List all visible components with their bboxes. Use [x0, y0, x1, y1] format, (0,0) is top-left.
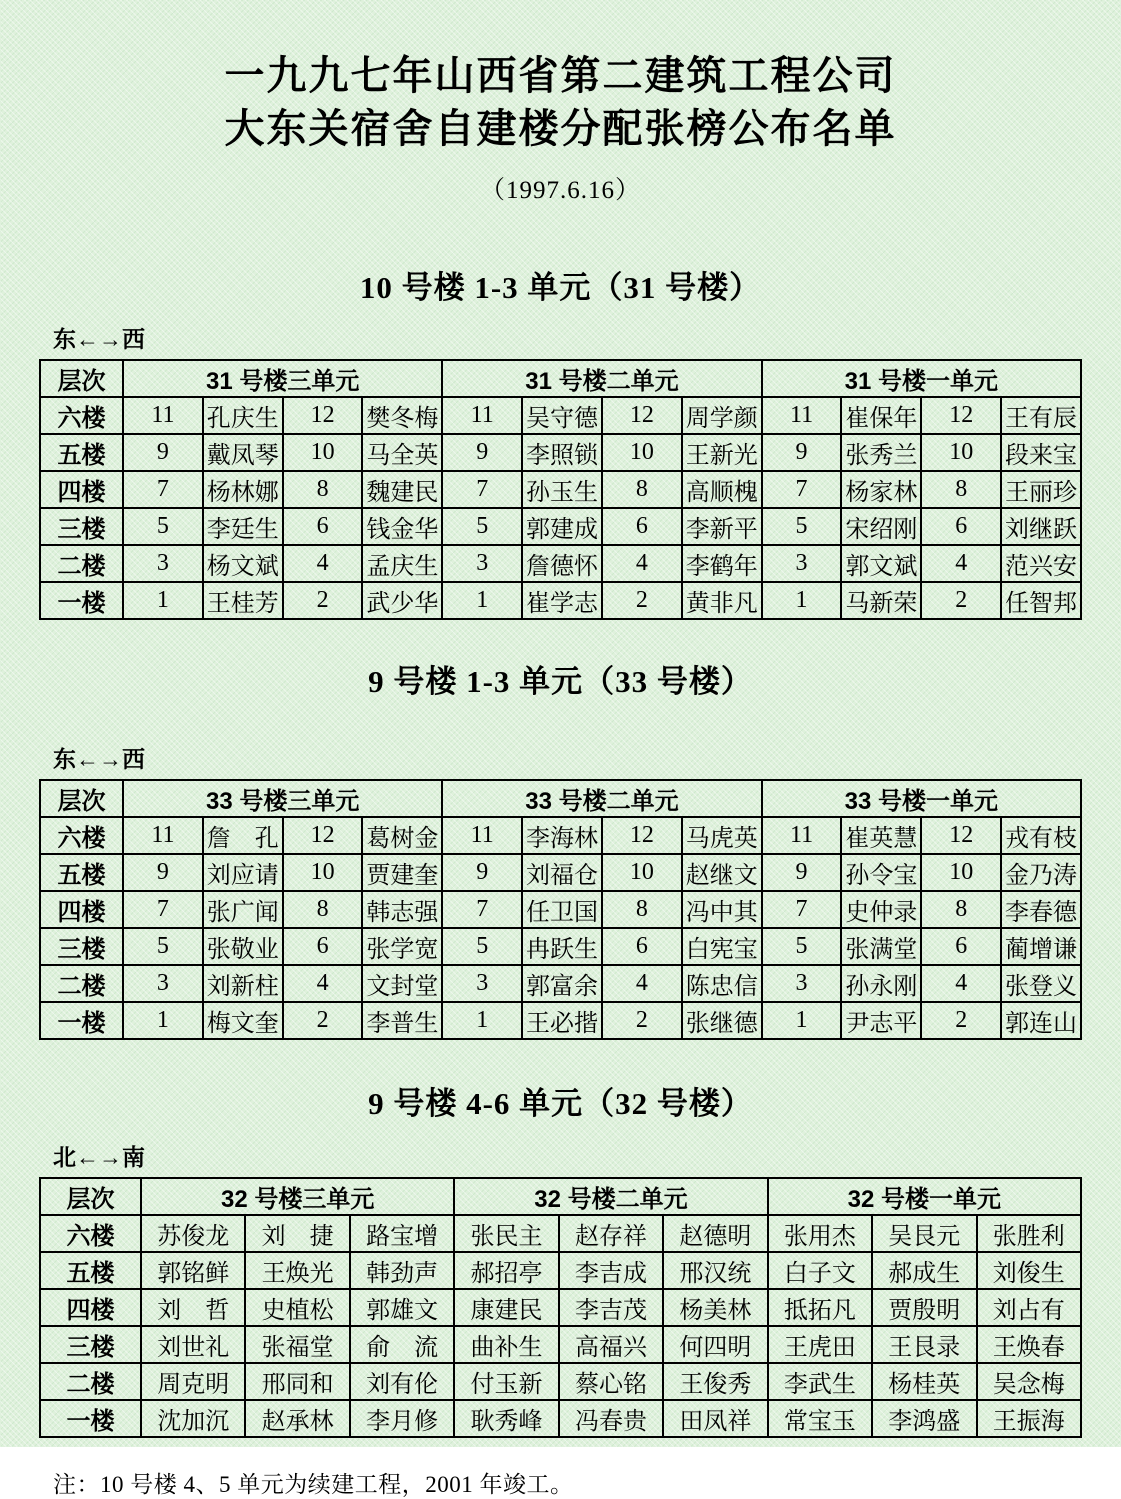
name-cell: 李新平: [682, 508, 762, 545]
floor-label-cell: 五楼: [40, 434, 123, 471]
room-number-cell: 2: [921, 1002, 1001, 1039]
name-cell: 康建民: [454, 1289, 558, 1326]
room-number-cell: 3: [442, 965, 522, 1002]
name-cell: 郝成生: [872, 1252, 976, 1289]
room-number-cell: 12: [921, 397, 1001, 434]
section-heading: 9 号楼 4-6 单元（32 号楼）: [368, 1085, 753, 1121]
room-number-cell: 9: [762, 434, 842, 471]
name-cell: 抵拓凡: [768, 1289, 872, 1326]
unit-header-cell: 32 号楼二单元: [454, 1178, 767, 1215]
room-number-cell: 11: [762, 397, 842, 434]
name-cell: 杨家林: [841, 471, 921, 508]
table-row: [40, 928, 1081, 965]
name-cell: 梅文奎: [203, 1002, 283, 1039]
table-row: [40, 1326, 1081, 1363]
table-header-row: [40, 780, 1081, 817]
name-cell: 苏俊龙: [141, 1215, 245, 1252]
name-cell: 王振海: [977, 1400, 1082, 1437]
room-number-cell: 6: [921, 508, 1001, 545]
room-number-cell: 5: [762, 928, 842, 965]
room-number-cell: 7: [123, 471, 203, 508]
name-cell: 贾殷明: [872, 1289, 976, 1326]
room-number-cell: 9: [123, 434, 203, 471]
floor-label-cell: 二楼: [40, 545, 123, 582]
name-cell: 耿秀峰: [454, 1400, 558, 1437]
name-cell: 樊冬梅: [362, 397, 442, 434]
name-cell: 刘继跃: [1001, 508, 1081, 545]
name-cell: 马新荣: [841, 582, 921, 619]
room-number-cell: 1: [762, 1002, 842, 1039]
room-number-cell: 10: [602, 434, 682, 471]
name-cell: 刘 哲: [141, 1289, 245, 1326]
title-line-2: 大东关宿舍自建楼分配张榜公布名单: [224, 106, 897, 151]
table-row: [40, 545, 1081, 582]
room-number-cell: 9: [123, 854, 203, 891]
name-cell: 李吉茂: [559, 1289, 663, 1326]
name-cell: 邢汉统: [663, 1252, 767, 1289]
floor-label-cell: 二楼: [40, 1363, 141, 1400]
name-cell: 赵承林: [245, 1400, 349, 1437]
name-cell: 刘占有: [977, 1289, 1082, 1326]
name-cell: 郝招亭: [454, 1252, 558, 1289]
name-cell: 崔英慧: [841, 817, 921, 854]
name-cell: 赵存祥: [559, 1215, 663, 1252]
name-cell: 李月修: [350, 1400, 454, 1437]
room-number-cell: 3: [762, 545, 842, 582]
table-header-row: [40, 1178, 1081, 1215]
table-row: [40, 817, 1081, 854]
name-cell: 张民主: [454, 1215, 558, 1252]
name-cell: 郭铭鲜: [141, 1252, 245, 1289]
allocation-table-32: [39, 1177, 1082, 1438]
table-row: [40, 582, 1081, 619]
allocation-table-31: [39, 359, 1082, 620]
room-number-cell: 10: [283, 854, 363, 891]
name-cell: 崔学志: [522, 582, 602, 619]
table-row: [40, 1289, 1081, 1326]
room-number-cell: 6: [283, 508, 363, 545]
name-cell: 刘俊生: [977, 1252, 1082, 1289]
name-cell: 白子文: [768, 1252, 872, 1289]
name-cell: 孙玉生: [522, 471, 602, 508]
name-cell: 刘世礼: [141, 1326, 245, 1363]
table-row: [40, 965, 1081, 1002]
name-cell: 王有辰: [1001, 397, 1081, 434]
room-number-cell: 5: [762, 508, 842, 545]
room-number-cell: 4: [283, 965, 363, 1002]
name-cell: 白宪宝: [682, 928, 762, 965]
room-number-cell: 10: [602, 854, 682, 891]
name-cell: 张秀兰: [841, 434, 921, 471]
name-cell: 李春德: [1001, 891, 1081, 928]
unit-header-cell: 32 号楼一单元: [768, 1178, 1081, 1215]
name-cell: 李海林: [522, 817, 602, 854]
name-cell: 张满堂: [841, 928, 921, 965]
room-number-cell: 8: [921, 471, 1001, 508]
name-cell: 俞 流: [350, 1326, 454, 1363]
name-cell: 范兴安: [1001, 545, 1081, 582]
name-cell: 常宝玉: [768, 1400, 872, 1437]
name-cell: 孙永刚: [841, 965, 921, 1002]
name-cell: 赵德明: [663, 1215, 767, 1252]
unit-header-cell: 31 号楼三单元: [123, 360, 442, 397]
room-number-cell: 4: [921, 545, 1001, 582]
room-number-cell: 7: [123, 891, 203, 928]
room-number-cell: 10: [921, 434, 1001, 471]
name-cell: 蔺增谦: [1001, 928, 1081, 965]
name-cell: 李吉成: [559, 1252, 663, 1289]
table-row: [40, 891, 1081, 928]
name-cell: 高福兴: [559, 1326, 663, 1363]
name-cell: 张胜利: [977, 1215, 1082, 1252]
allocation-table-33: [39, 779, 1082, 1040]
name-cell: 王艮录: [872, 1326, 976, 1363]
name-cell: 杨桂英: [872, 1363, 976, 1400]
document-date: （1997.6.16）: [479, 176, 641, 204]
name-cell: 路宝增: [350, 1215, 454, 1252]
name-cell: 孙令宝: [841, 854, 921, 891]
room-number-cell: 3: [762, 965, 842, 1002]
section-building-32: [39, 1078, 1082, 1438]
floor-label-cell: 二楼: [40, 965, 123, 1002]
room-number-cell: 8: [602, 471, 682, 508]
name-cell: 王俊秀: [663, 1363, 767, 1400]
room-number-cell: 11: [123, 817, 203, 854]
direction-label: 北←→南: [53, 1143, 145, 1170]
name-cell: 金乃涛: [1001, 854, 1081, 891]
name-cell: 孟庆生: [362, 545, 442, 582]
name-cell: 蔡心铭: [559, 1363, 663, 1400]
name-cell: 杨文斌: [203, 545, 283, 582]
room-number-cell: 2: [921, 582, 1001, 619]
name-cell: 王虎田: [768, 1326, 872, 1363]
layer-header-cell: 层次: [40, 1178, 141, 1215]
room-number-cell: 5: [442, 928, 522, 965]
name-cell: 田凤祥: [663, 1400, 767, 1437]
name-cell: 任卫国: [522, 891, 602, 928]
room-number-cell: 6: [283, 928, 363, 965]
floor-label-cell: 三楼: [40, 928, 123, 965]
floor-label-cell: 一楼: [40, 582, 123, 619]
floor-label-cell: 三楼: [40, 1326, 141, 1363]
name-cell: 王焕春: [977, 1326, 1082, 1363]
name-cell: 李廷生: [203, 508, 283, 545]
floor-label-cell: 六楼: [40, 397, 123, 434]
floor-label-cell: 一楼: [40, 1002, 123, 1039]
direction-label: 东←→西: [53, 325, 145, 352]
table-header-row: [40, 360, 1081, 397]
table-row: [40, 434, 1081, 471]
name-cell: 李武生: [768, 1363, 872, 1400]
name-cell: 詹德怀: [522, 545, 602, 582]
unit-header-cell: 31 号楼二单元: [442, 360, 761, 397]
floor-label-cell: 五楼: [40, 1252, 141, 1289]
name-cell: 张登义: [1001, 965, 1081, 1002]
name-cell: 孔庆生: [203, 397, 283, 434]
name-cell: 何四明: [663, 1326, 767, 1363]
name-cell: 张福堂: [245, 1326, 349, 1363]
room-number-cell: 3: [123, 965, 203, 1002]
footnote: 注：10 号楼 4、5 单元为续建工程，2001 年竣工。: [53, 1471, 574, 1497]
room-number-cell: 11: [123, 397, 203, 434]
name-cell: 郭雄文: [350, 1289, 454, 1326]
room-number-cell: 9: [442, 854, 522, 891]
room-number-cell: 4: [602, 545, 682, 582]
name-cell: 李鹤年: [682, 545, 762, 582]
room-number-cell: 8: [921, 891, 1001, 928]
name-cell: 郭连山: [1001, 1002, 1081, 1039]
room-number-cell: 8: [602, 891, 682, 928]
name-cell: 吴艮元: [872, 1215, 976, 1252]
title-line-1: 一九九七年山西省第二建筑工程公司: [224, 54, 897, 98]
room-number-cell: 11: [442, 397, 522, 434]
name-cell: 王焕光: [245, 1252, 349, 1289]
name-cell: 魏建民: [362, 471, 442, 508]
floor-label-cell: 四楼: [40, 1289, 141, 1326]
name-cell: 宋绍刚: [841, 508, 921, 545]
name-cell: 陈忠信: [682, 965, 762, 1002]
unit-header-cell: 33 号楼二单元: [442, 780, 761, 817]
floor-label-cell: 四楼: [40, 891, 123, 928]
name-cell: 赵继文: [682, 854, 762, 891]
unit-header-cell: 33 号楼一单元: [762, 780, 1081, 817]
name-cell: 崔保年: [841, 397, 921, 434]
floor-label-cell: 四楼: [40, 471, 123, 508]
room-number-cell: 1: [762, 582, 842, 619]
room-number-cell: 8: [283, 471, 363, 508]
name-cell: 吴守德: [522, 397, 602, 434]
room-number-cell: 7: [442, 471, 522, 508]
table-row: [40, 397, 1081, 434]
room-number-cell: 5: [442, 508, 522, 545]
name-cell: 刘福仓: [522, 854, 602, 891]
name-cell: 贾建奎: [362, 854, 442, 891]
unit-header-cell: 33 号楼三单元: [123, 780, 442, 817]
name-cell: 武少华: [362, 582, 442, 619]
floor-label-cell: 三楼: [40, 508, 123, 545]
section-heading: 10 号楼 1-3 单元（31 号楼）: [359, 269, 762, 305]
layer-header-cell: 层次: [40, 360, 123, 397]
name-cell: 刘新柱: [203, 965, 283, 1002]
room-number-cell: 4: [602, 965, 682, 1002]
table-row: [40, 1363, 1081, 1400]
floor-label-cell: 六楼: [40, 1215, 141, 1252]
layer-header-cell: 层次: [40, 780, 123, 817]
room-number-cell: 2: [283, 1002, 363, 1039]
name-cell: 王新光: [682, 434, 762, 471]
room-number-cell: 1: [123, 1002, 203, 1039]
room-number-cell: 7: [762, 891, 842, 928]
name-cell: 刘 捷: [245, 1215, 349, 1252]
name-cell: 黄非凡: [682, 582, 762, 619]
document-title: [39, 50, 1082, 156]
name-cell: 张用杰: [768, 1215, 872, 1252]
name-cell: 邢同和: [245, 1363, 349, 1400]
table-row: [40, 508, 1081, 545]
name-cell: 文封堂: [362, 965, 442, 1002]
name-cell: 郭文斌: [841, 545, 921, 582]
section-building-33: [39, 656, 1082, 1040]
room-number-cell: 6: [602, 508, 682, 545]
table-row: [40, 1002, 1081, 1039]
room-number-cell: 6: [602, 928, 682, 965]
name-cell: 张敬业: [203, 928, 283, 965]
room-number-cell: 12: [283, 817, 363, 854]
name-cell: 尹志平: [841, 1002, 921, 1039]
table-row: [40, 1252, 1081, 1289]
name-cell: 戎有枝: [1001, 817, 1081, 854]
room-number-cell: 2: [602, 1002, 682, 1039]
direction-label: 东←→西: [53, 745, 145, 772]
name-cell: 郭建成: [522, 508, 602, 545]
table-row: [40, 854, 1081, 891]
name-cell: 韩劲声: [350, 1252, 454, 1289]
name-cell: 周学颜: [682, 397, 762, 434]
room-number-cell: 12: [921, 817, 1001, 854]
room-number-cell: 1: [123, 582, 203, 619]
room-number-cell: 1: [442, 1002, 522, 1039]
room-number-cell: 1: [442, 582, 522, 619]
room-number-cell: 11: [442, 817, 522, 854]
table-row: [40, 471, 1081, 508]
room-number-cell: 11: [762, 817, 842, 854]
name-cell: 郭富余: [522, 965, 602, 1002]
name-cell: 李照锁: [522, 434, 602, 471]
name-cell: 周克明: [141, 1363, 245, 1400]
name-cell: 詹 孔: [203, 817, 283, 854]
name-cell: 李鸿盛: [872, 1400, 976, 1437]
room-number-cell: 5: [123, 928, 203, 965]
room-number-cell: 7: [762, 471, 842, 508]
room-number-cell: 9: [762, 854, 842, 891]
room-number-cell: 10: [283, 434, 363, 471]
name-cell: 王必揩: [522, 1002, 602, 1039]
room-number-cell: 3: [123, 545, 203, 582]
name-cell: 任智邦: [1001, 582, 1081, 619]
name-cell: 韩志强: [362, 891, 442, 928]
room-number-cell: 9: [442, 434, 522, 471]
name-cell: 段来宝: [1001, 434, 1081, 471]
table-row: [40, 1215, 1081, 1252]
room-number-cell: 8: [283, 891, 363, 928]
name-cell: 沈加沉: [141, 1400, 245, 1437]
name-cell: 钱金华: [362, 508, 442, 545]
name-cell: 马虎英: [682, 817, 762, 854]
name-cell: 冯中其: [682, 891, 762, 928]
name-cell: 王桂芳: [203, 582, 283, 619]
room-number-cell: 12: [602, 817, 682, 854]
room-number-cell: 4: [283, 545, 363, 582]
room-number-cell: 12: [283, 397, 363, 434]
room-number-cell: 2: [602, 582, 682, 619]
name-cell: 张继德: [682, 1002, 762, 1039]
name-cell: 吴念梅: [977, 1363, 1082, 1400]
room-number-cell: 2: [283, 582, 363, 619]
room-number-cell: 4: [921, 965, 1001, 1002]
name-cell: 李普生: [362, 1002, 442, 1039]
name-cell: 戴凤琴: [203, 434, 283, 471]
room-number-cell: 6: [921, 928, 1001, 965]
name-cell: 史植松: [245, 1289, 349, 1326]
floor-label-cell: 六楼: [40, 817, 123, 854]
name-cell: 冯春贵: [559, 1400, 663, 1437]
unit-header-cell: 31 号楼一单元: [762, 360, 1081, 397]
name-cell: 马全英: [362, 434, 442, 471]
name-cell: 王丽珍: [1001, 471, 1081, 508]
name-cell: 杨林娜: [203, 471, 283, 508]
name-cell: 张广闻: [203, 891, 283, 928]
name-cell: 葛树金: [362, 817, 442, 854]
name-cell: 张学宽: [362, 928, 442, 965]
room-number-cell: 3: [442, 545, 522, 582]
name-cell: 史仲录: [841, 891, 921, 928]
name-cell: 付玉新: [454, 1363, 558, 1400]
room-number-cell: 12: [602, 397, 682, 434]
name-cell: 冉跃生: [522, 928, 602, 965]
unit-header-cell: 32 号楼三单元: [141, 1178, 454, 1215]
room-number-cell: 5: [123, 508, 203, 545]
floor-label-cell: 五楼: [40, 854, 123, 891]
name-cell: 杨美林: [663, 1289, 767, 1326]
section-heading: 9 号楼 1-3 单元（33 号楼）: [368, 663, 753, 699]
name-cell: 曲补生: [454, 1326, 558, 1363]
name-cell: 高顺槐: [682, 471, 762, 508]
name-cell: 刘有伦: [350, 1363, 454, 1400]
floor-label-cell: 一楼: [40, 1400, 141, 1437]
table-row: [40, 1400, 1081, 1437]
room-number-cell: 10: [921, 854, 1001, 891]
section-building-31: [39, 262, 1082, 620]
name-cell: 刘应请: [203, 854, 283, 891]
room-number-cell: 7: [442, 891, 522, 928]
